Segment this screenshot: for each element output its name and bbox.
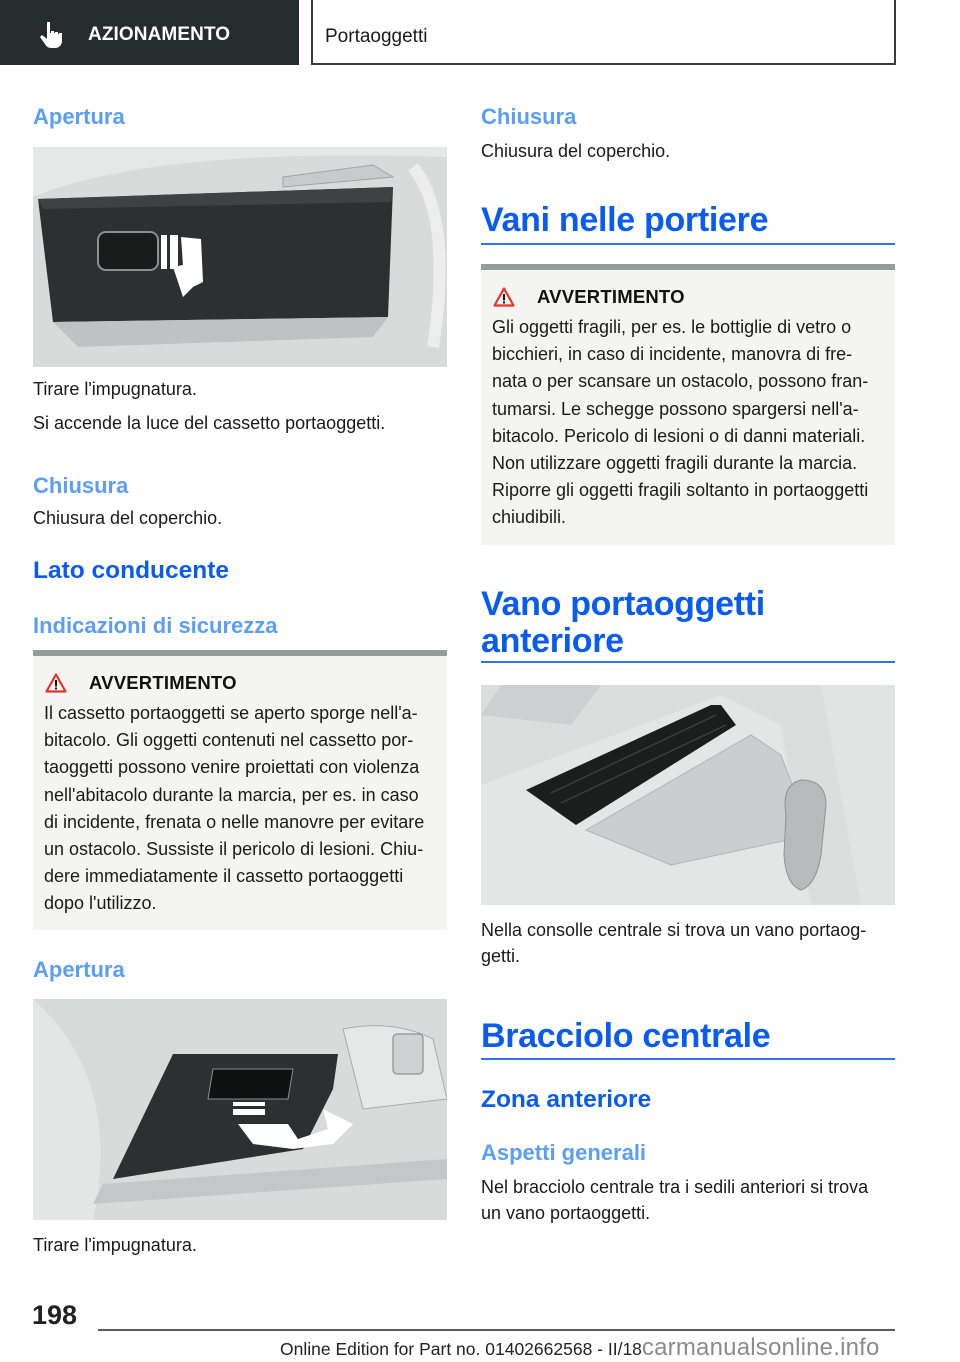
heading-chiusura-left: Chiusura xyxy=(33,473,129,498)
warning-title: AVVERTIMENTO xyxy=(89,672,237,693)
warning-triangle-icon xyxy=(45,673,67,693)
heading-rule xyxy=(481,1058,895,1060)
warning-line: tumarsi. Le schegge possono spargersi nell'a- xyxy=(492,398,859,419)
heading-rule xyxy=(481,661,895,663)
heading-vano-anteriore-2: anteriore xyxy=(481,622,624,660)
heading-vani-portiere: Vani nelle portiere xyxy=(481,201,769,239)
warning-text xyxy=(481,308,895,532)
footer-edition xyxy=(280,1334,880,1362)
warning-line: di incidente, frenata o nelle manovre per evitare xyxy=(44,811,425,832)
heading-vano-anteriore-1: Vano portaoggetti xyxy=(481,585,765,623)
warning-bar xyxy=(33,650,447,656)
warning-line: un ostacolo. Sussiste il pericolo di lesioni. Chiu- xyxy=(44,839,424,860)
text-bracciolo-1: Nel bracciolo centrale tra i sedili anteriori si trova xyxy=(481,1177,869,1197)
heading-apertura: Apertura xyxy=(33,104,125,129)
warning-line: dopo l'utilizzo. xyxy=(44,893,157,914)
warning-line: taoggetti possono venire proiettati con violenza xyxy=(44,757,420,778)
warning-box-doors xyxy=(481,264,895,545)
section-tab xyxy=(0,0,299,65)
section-label: AZIONAMENTO xyxy=(88,23,231,45)
warning-title: AVVERTIMENTO xyxy=(537,286,685,307)
text-consolle-2: getti. xyxy=(481,946,521,966)
page-title: Portaoggetti xyxy=(325,26,428,47)
warning-triangle-icon xyxy=(493,287,515,307)
warning-line: chiudibili. xyxy=(492,507,567,528)
warning-line: bitacolo. Gli oggetti contenuti nel cassetto por- xyxy=(44,730,414,751)
illustration-glovebox-open xyxy=(33,147,447,367)
warning-bar xyxy=(481,264,895,270)
hand-pointer-icon xyxy=(38,20,68,50)
heading-bracciolo-centrale: Bracciolo centrale xyxy=(481,1017,771,1055)
page-title-box xyxy=(311,0,896,65)
text-bracciolo-2: un vano portaoggetti. xyxy=(481,1203,651,1223)
warning-line: nell'abitacolo durante la marcia, per es. in caso xyxy=(44,784,419,805)
heading-apertura-2: Apertura xyxy=(33,957,125,982)
warning-line: nata o per scansare un ostacolo, possono fran- xyxy=(492,371,869,392)
warning-line: Gli oggetti fragili, per es. le bottiglie di vetro o xyxy=(492,317,852,337)
heading-zona-anteriore: Zona anteriore xyxy=(481,1086,652,1113)
warning-box-glovebox xyxy=(33,650,447,930)
warning-line: Non utilizzare oggetti fragili durante la marcia. xyxy=(492,453,858,474)
text-tirare-2: Tirare l'impugnatura. xyxy=(33,1235,197,1255)
warning-text xyxy=(33,694,447,918)
page-number: 198 xyxy=(32,1300,78,1330)
heading-chiusura-right: Chiusura xyxy=(481,104,577,129)
warning-line: bitacolo. Pericolo di lesioni o di danni materiali. xyxy=(492,425,866,446)
heading-aspetti-generali: Aspetti generali xyxy=(481,1140,647,1165)
edition-text: Online Edition for Part no. 01402662568 - II/18 xyxy=(280,1339,642,1359)
watermark-link[interactable]: carmanualsonline.info xyxy=(641,1334,880,1361)
heading-indicazioni-sicurezza: Indicazioni di sicurezza xyxy=(33,613,278,638)
illustration-driver-compartment xyxy=(33,999,447,1220)
text-luce: Si accende la luce del cassetto portaoggetti. xyxy=(33,413,386,433)
heading-lato-conducente: Lato conducente xyxy=(33,557,230,584)
text-tirare-1: Tirare l'impugnatura. xyxy=(33,379,197,399)
text-consolle-1: Nella consolle centrale si trova un vano portaog- xyxy=(481,920,867,940)
warning-line: bicchieri, in caso di incidente, manovra di fre- xyxy=(492,344,853,365)
heading-rule xyxy=(481,243,895,245)
footer-rule xyxy=(98,1329,895,1331)
warning-line: Il cassetto portaoggetti se aperto sporge nell'a- xyxy=(44,703,418,723)
text-chiusura-right: Chiusura del coperchio. xyxy=(481,141,671,161)
text-chiusura-left: Chiusura del coperchio. xyxy=(33,508,223,528)
warning-line: dere immediatamente il cassetto portaoggetti xyxy=(44,866,404,887)
warning-line: Riporre gli oggetti fragili soltanto in portaoggetti xyxy=(492,480,869,501)
illustration-center-console xyxy=(481,685,895,905)
